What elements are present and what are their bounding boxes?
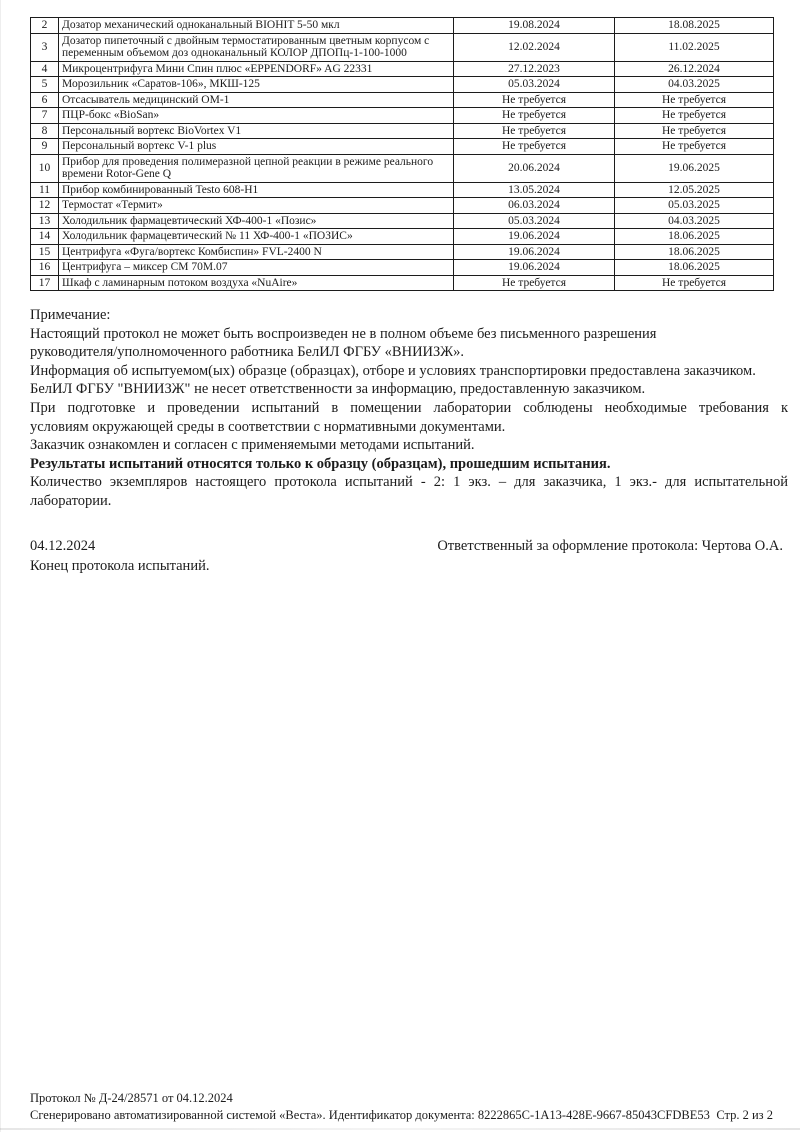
verification-date-cell: 19.06.2024 — [454, 260, 615, 276]
end-of-protocol-line: Конец протокола испытаний. — [30, 558, 210, 575]
footer-second-line — [30, 1107, 773, 1124]
verification-date-cell: 05.03.2024 — [454, 77, 615, 93]
row-number-cell: 3 — [31, 33, 59, 61]
row-number-cell: 7 — [31, 108, 59, 124]
note-line: БелИЛ ФГБУ "ВНИИЗЖ" не несет ответственности за информацию, предоставленную заказчиком. — [30, 381, 646, 398]
verification-date-cell: 06.03.2024 — [454, 198, 615, 214]
table-row — [31, 123, 774, 139]
note-line: Примечание: — [30, 307, 111, 323]
verification-date-cell: 19.06.2024 — [454, 244, 615, 260]
valid-until-date-cell: 04.03.2025 — [615, 213, 774, 229]
valid-until-date-cell: Не требуется — [615, 123, 774, 139]
verification-date-cell: 13.05.2024 — [454, 182, 615, 198]
table-row — [31, 77, 774, 93]
table-row — [31, 213, 774, 229]
signoff-row — [30, 537, 783, 556]
protocol-number-line: Протокол № Д-24/28571 от 04.12.2024 — [30, 1091, 233, 1105]
row-number-cell: 5 — [31, 77, 59, 93]
equipment-name-cell: Термостат «Термит» — [59, 198, 454, 214]
row-number-cell: 11 — [31, 182, 59, 198]
table-row — [31, 260, 774, 276]
row-number-cell: 4 — [31, 61, 59, 77]
notes-section — [30, 306, 788, 511]
verification-date-cell: Не требуется — [454, 92, 615, 108]
verification-date-cell: Не требуется — [454, 139, 615, 155]
valid-until-date-cell: 12.05.2025 — [615, 182, 774, 198]
equipment-name-cell: Прибор для проведения полимеразной цепной реакции в режиме реального времени Rotor-Gene Q — [59, 154, 454, 182]
row-number-cell: 15 — [31, 244, 59, 260]
equipment-name-cell: Шкаф с ламинарным потоком воздуха «NuAire» — [59, 275, 454, 291]
row-number-cell: 2 — [31, 18, 59, 34]
table-row — [31, 61, 774, 77]
table-row — [31, 154, 774, 182]
note-line: лаборатории. — [30, 492, 112, 509]
equipment-name-cell: Центрифуга «Фуга/вортекс Комбиспин» FVL-2400 N — [59, 244, 454, 260]
table-row — [31, 229, 774, 245]
note-line: При подготовке и проведении испытаний в помещении лаборатории соблюдены необходимые требования к — [30, 399, 788, 416]
verification-date-cell: Не требуется — [454, 275, 615, 291]
valid-until-date-cell: Не требуется — [615, 92, 774, 108]
valid-until-date-cell: 04.03.2025 — [615, 77, 774, 93]
row-number-cell: 6 — [31, 92, 59, 108]
scan-artifact-bottom — [0, 1128, 800, 1130]
row-number-cell: 16 — [31, 260, 59, 276]
table-row — [31, 33, 774, 61]
note-line: Настоящий протокол не может быть воспроизведен не в полном объеме без письменного разрешения — [30, 325, 657, 342]
equipment-name-cell: Холодильник фармацевтический № 11 ХФ-400-1 «ПОЗИС» — [59, 229, 454, 245]
responsible-person: Ответственный за оформление протокола: Чертова О.А. — [437, 537, 783, 554]
row-number-cell: 8 — [31, 123, 59, 139]
verification-date-cell: 27.12.2023 — [454, 61, 615, 77]
note-line: Заказчик ознакомлен и согласен с применяемыми методами испытаний. — [30, 437, 475, 454]
scan-artifact-left — [0, 0, 1, 1132]
page-footer — [30, 1090, 773, 1124]
valid-until-date-cell: 26.12.2024 — [615, 61, 774, 77]
row-number-cell: 12 — [31, 198, 59, 214]
verification-date-cell: 05.03.2024 — [454, 213, 615, 229]
valid-until-date-cell: 19.06.2025 — [615, 154, 774, 182]
equipment-name-cell: Прибор комбинированный Testo 608-H1 — [59, 182, 454, 198]
verification-date-cell: 19.06.2024 — [454, 229, 615, 245]
equipment-name-cell: Отсасыватель медицинский ОМ-1 — [59, 92, 454, 108]
valid-until-date-cell: Не требуется — [615, 139, 774, 155]
equipment-name-cell: Холодильник фармацевтический ХФ-400-1 «Позис» — [59, 213, 454, 229]
valid-until-date-cell: 18.06.2025 — [615, 244, 774, 260]
valid-until-date-cell: 11.02.2025 — [615, 33, 774, 61]
verification-date-cell: 20.06.2024 — [454, 154, 615, 182]
table-row — [31, 18, 774, 34]
table-row — [31, 244, 774, 260]
table-row — [31, 275, 774, 291]
equipment-name-cell: Персональный вортекс V-1 plus — [59, 139, 454, 155]
note-line: условиям окружающей среды в соответствии с нормативными документами. — [30, 418, 506, 435]
table-row — [31, 182, 774, 198]
valid-until-date-cell: 05.03.2025 — [615, 198, 774, 214]
note-line: руководителя/уполномоченного работника БелИЛ ФГБУ «ВНИИЗЖ». — [30, 344, 464, 361]
note-line: Результаты испытаний относятся только к образцу (образцам), прошедшим испытания. — [30, 455, 611, 472]
row-number-cell: 17 — [31, 275, 59, 291]
page-number: Стр. 2 из 2 — [716, 1108, 773, 1122]
table-row — [31, 139, 774, 155]
verification-date-cell: Не требуется — [454, 108, 615, 124]
note-line: Количество экземпляров настоящего протокола испытаний - 2: 1 экз. – для заказчика, 1 экз.- для испытательной — [30, 474, 788, 491]
equipment-name-cell: Центрифуга – миксер СМ 70М.07 — [59, 260, 454, 276]
table-row — [31, 198, 774, 214]
table-row — [31, 92, 774, 108]
row-number-cell: 10 — [31, 154, 59, 182]
valid-until-date-cell: 18.06.2025 — [615, 260, 774, 276]
equipment-name-cell: Дозатор пипеточный с двойным термостатированным цветным корпусом с переменным объемом доз одноканальный КОЛОР ДПОПц-1-100-1000 — [59, 33, 454, 61]
row-number-cell: 13 — [31, 213, 59, 229]
valid-until-date-cell: 18.06.2025 — [615, 229, 774, 245]
verification-date-cell: 12.02.2024 — [454, 33, 615, 61]
valid-until-date-cell: Не требуется — [615, 108, 774, 124]
equipment-table — [30, 17, 774, 291]
equipment-name-cell: ПЦР-бокс «BioSan» — [59, 108, 454, 124]
row-number-cell: 9 — [31, 139, 59, 155]
verification-date-cell: 19.08.2024 — [454, 18, 615, 34]
equipment-name-cell: Микроцентрифуга Мини Спин плюс «EPPENDORF» AG 22331 — [59, 61, 454, 77]
verification-date-cell: Не требуется — [454, 123, 615, 139]
equipment-name-cell: Дозатор механический одноканальный BIOHIT 5-50 мкл — [59, 18, 454, 34]
equipment-name-cell: Морозильник «Саратов-106», МКШ-125 — [59, 77, 454, 93]
protocol-date: 04.12.2024 — [30, 537, 96, 554]
table-row — [31, 108, 774, 124]
row-number-cell: 14 — [31, 229, 59, 245]
valid-until-date-cell: 18.08.2025 — [615, 18, 774, 34]
note-line: Информация об испытуемом(ых) образце (образцах), отборе и условиях транспортировки предоставлена заказчиком. — [30, 362, 756, 379]
equipment-name-cell: Персональный вортекс BioVortex V1 — [59, 123, 454, 139]
valid-until-date-cell: Не требуется — [615, 275, 774, 291]
generated-by-line: Сгенерировано автоматизированной системой «Веста». Идентификатор документа: 8222865C-1A13-428E-9667-85043CFDBE53 — [30, 1108, 710, 1122]
